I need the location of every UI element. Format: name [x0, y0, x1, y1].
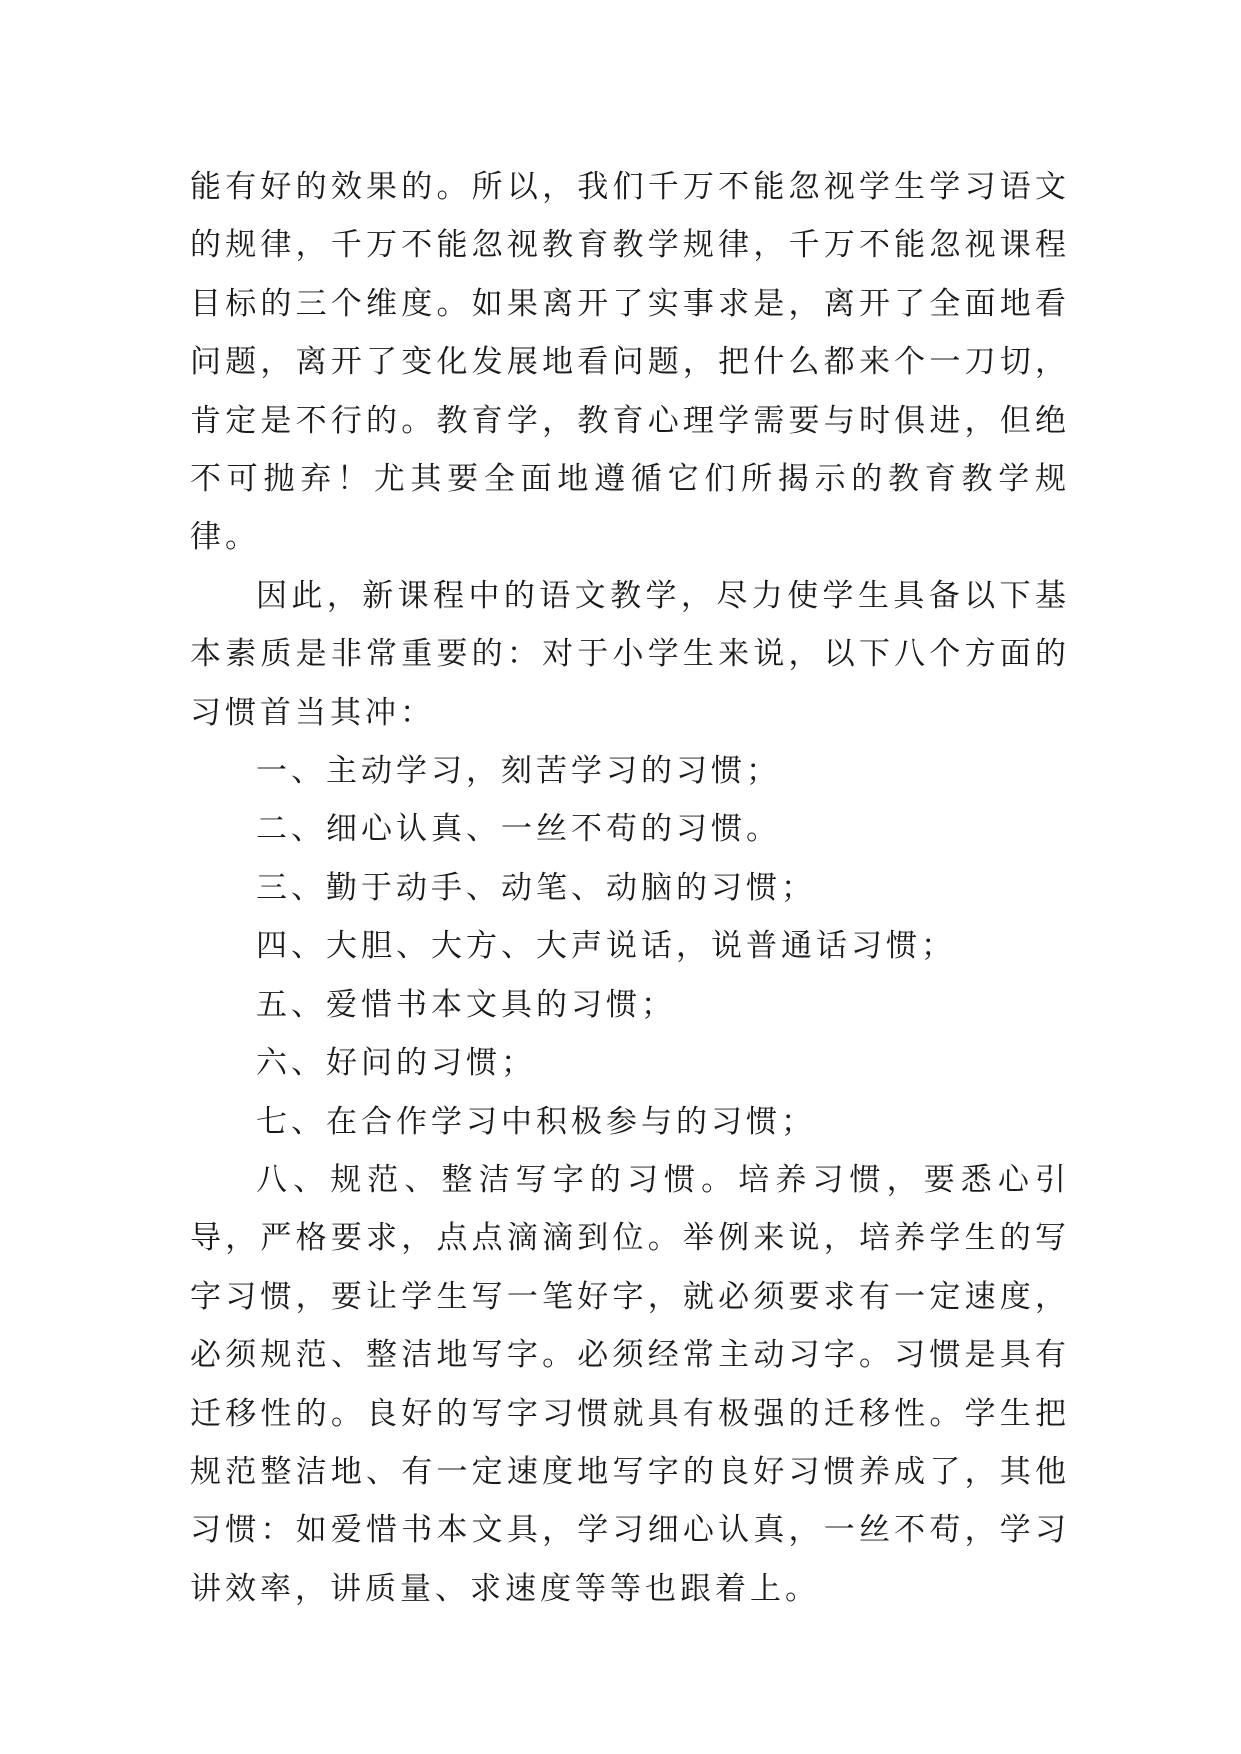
paragraph-continuation: 能有好的效果的。所以，我们千万不能忽视学生学习语文的规律，千万不能忽视教育教学规律，千万不能忽视课程目标的三个维度。如果离开了实事求是，离开了全面地看问题，离开了变化发展地看问题，把什么都来个一刀切，肯定是不行的。教育学，教育心理学需要与时俱进，但绝不可抛弃！尤其要全面地遵循它们所揭示的教育教学规律。: [190, 169, 1070, 556]
habit-item-4: 四、大胆、大方、大声说话，说普通话习惯；: [256, 928, 956, 965]
habit-item-5: 五、爱惜书本文具的习惯；: [256, 986, 676, 1023]
habit-item-7: 七、在合作学习中积极参与的习惯；: [256, 1103, 816, 1140]
habit-item-6: 六、好问的习惯；: [256, 1045, 536, 1082]
paragraph-intro: 因此，新课程中的语文教学，尽力使学生具备以下基本素质是非常重要的：对于小学生来说，以下八个方面的习惯首当其冲：: [190, 577, 1070, 731]
habit-item-1: 一、主动学习，刻苦学习的习惯；: [256, 753, 781, 790]
habit-item-3: 三、勤于动手、动笔、动脑的习惯；: [256, 869, 816, 906]
habit-item-2: 二、细心认真、一丝不苟的习惯。: [256, 811, 781, 848]
document-body: [190, 158, 1070, 1618]
paragraph-habit-8: 八、规范、整洁写字的习惯。培养习惯，要悉心引导，严格要求，点点滴滴到位。举例来说，培养学生的写字习惯，要让学生写一笔好字，就必须要求有一定速度，必须规范、整洁地写字。必须经常主动习字。习惯是具有迁移性的。良好的写字习惯就具有极强的迁移性。学生把规范整洁地、有一定速度地写字的良好习惯养成了，其他习惯：如爱惜书本文具，学习细心认真，一丝不苟，学习讲效率，讲质量、求速度等等也跟着上。: [190, 1161, 1070, 1607]
